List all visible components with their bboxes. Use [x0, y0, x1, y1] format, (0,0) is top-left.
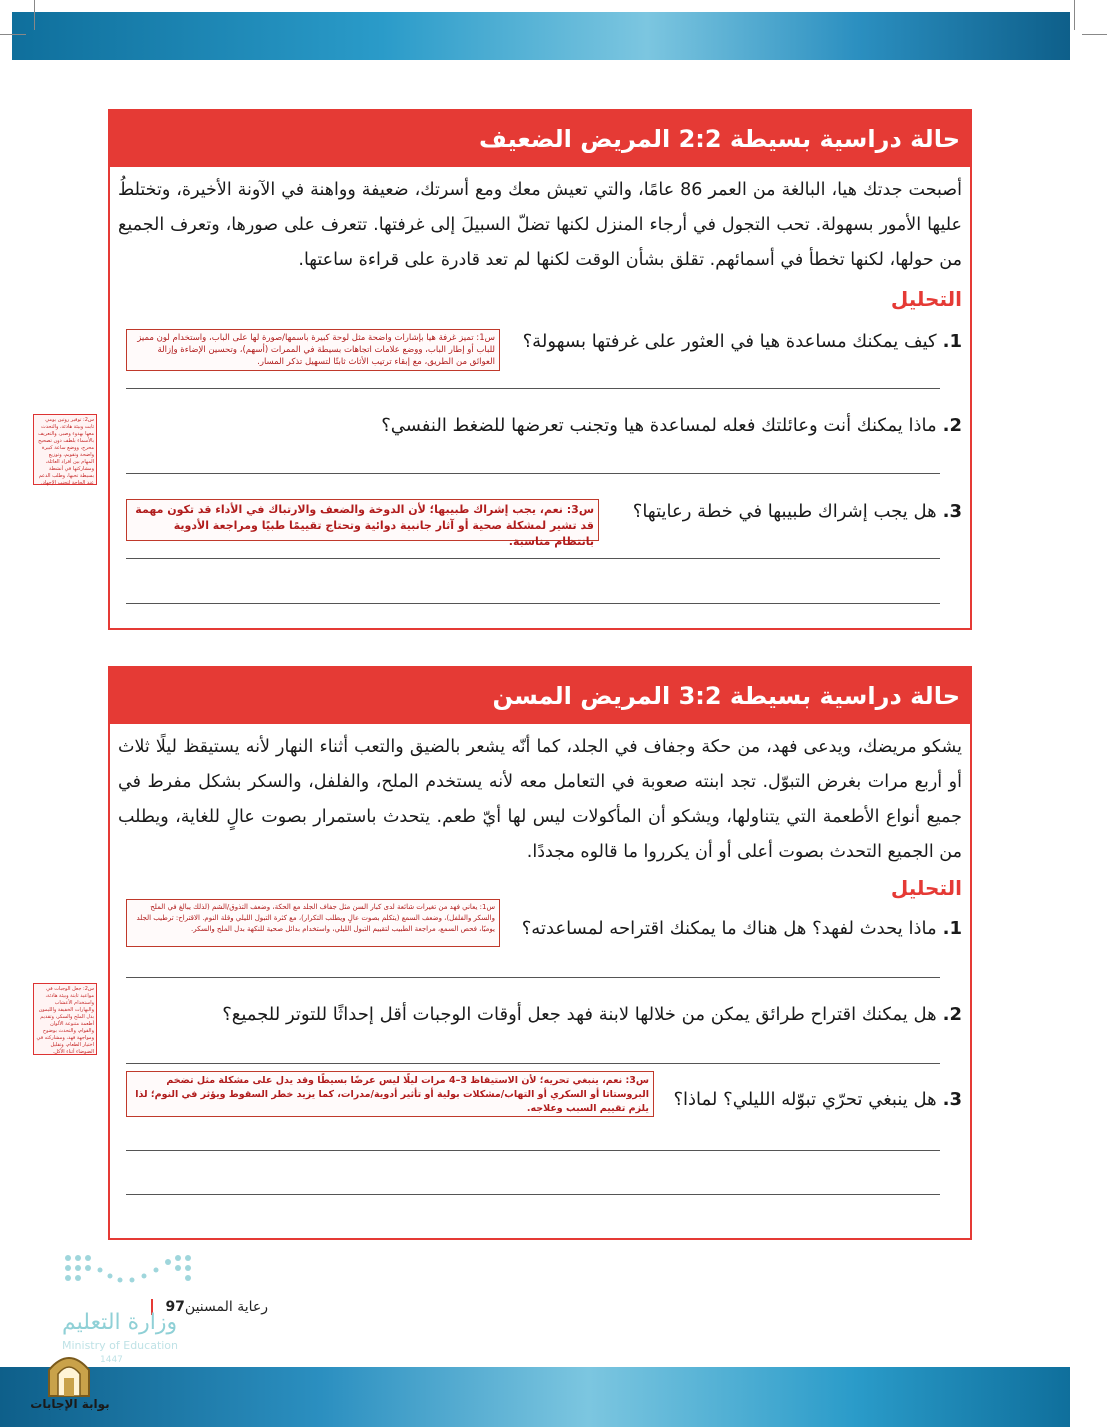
- answer-line[interactable]: [126, 473, 940, 474]
- question-2: [381, 415, 962, 436]
- case-study-weak-patient: [108, 109, 972, 630]
- crop-mark: [0, 34, 26, 35]
- question-number: 2.: [942, 1004, 962, 1025]
- ministry-name-arabic: وزارة التعليم: [62, 1310, 178, 1335]
- crop-mark: [34, 0, 35, 30]
- answer-line[interactable]: [126, 1194, 940, 1195]
- question-number: 3.: [942, 1089, 962, 1110]
- answer-1-box: س1: تميز غرفة هيا بإشارات واضحة مثل لوحة كبيرة باسمها/صورة لها على الباب، واستخدام لون مميز للباب أو إطار الباب، ووضع علامات اتجاهات بسيطة في الممرات (أسهم)، وتحسين الإضاءة وإزالة العوائق من الطريق، مع إبقاء ترتيب الأثاث ثابتًا لتسهيل تذكر المسار.: [126, 329, 500, 371]
- question-number: 3.: [942, 501, 962, 522]
- question-text: كيف يمكنك مساعدة هيا في العثور على غرفتها بسهولة؟: [522, 331, 937, 352]
- case-description: يشكو مريضك، ويدعى فهد، من حكة وجفاف في الجلد، كما أنّه يشعر بالضيق والتعب أثناء النهار لأنه يستيقظ ليلًا ثلاث أو أربع مرات بغرض التبوّل. تجد ابنته صعوبة في التعامل معه لأنه يستخدم الملح، والفلفل، والسكر بشكل مفرط في جميع أنواع الأطعمة التي يتناولها، ويشكو أن المأكولات ليس لها أيّ طعم. يتحدث باستمرار بصوت عالٍ للغاية، ويطلب من الجميع التحدث بصوت أعلى أو أن يكرروا ما قالوه مجددًا.: [118, 737, 962, 862]
- ministry-name-english: Ministry of Education: [62, 1339, 179, 1352]
- question-number: 2.: [942, 415, 962, 436]
- analysis-heading: التحليل: [890, 876, 962, 900]
- answer-line[interactable]: [126, 603, 940, 604]
- case-title: حالة دراسية بسيطة 2:2 المريض الضعيف: [110, 111, 970, 167]
- answer-3-box: س3: نعم، يجب إشراك طبيبها؛ لأن الدوخة والضعف والارتباك في الأداء قد تكون مهمة قد تشير لمشكلة صحية أو آثار جانبية دوائية وتحتاج تقييمًا طبيًا ومراجعة الأدوية بانتظام مناسبة.: [126, 499, 599, 541]
- answer-3-box: س3: نعم، ينبغي تحريه؛ لأن الاستيقاظ 3–4 مرات ليلًا ليس عرضًا بسيطًا وقد يدل على مشكلة مثل تضخم البروستاتا أو السكري أو التهاب/مشكلات بولية أو تأثير أدوية/مدرات، كما يزيد خطر السقوط ويؤثر في النوم؛ لذا يلزم تقييم السبب وعلاجه.: [126, 1071, 654, 1117]
- gate-logo-icon: [44, 1350, 94, 1398]
- question-3: [633, 501, 962, 522]
- crop-mark: [1082, 34, 1107, 35]
- top-decorative-band: [12, 12, 1070, 60]
- question-text: هل ينبغي تحرّي تبوّله الليلي؟ لماذا؟: [673, 1089, 937, 1110]
- section-name: رعاية المسنين: [184, 1299, 268, 1315]
- question-1: [523, 331, 962, 352]
- question-text: هل يجب إشراك طبيبها في خطة رعايتها؟: [632, 501, 937, 522]
- gate-label: بوابة الإجابات: [30, 1397, 110, 1411]
- answer-1-box: س1: يعاني فهد من تغيرات شائعة لدى كبار السن مثل جفاف الجلد مع الحكة، وضعف التذوق/الشم (لذلك يبالغ في الملح والسكر والفلفل)، وضعف السمع (يتكلم بصوت عالٍ ويطلب التكرار)، مع كثرة التبول الليلي وقلة النوم. الاقتراح: ترطيب الجلد يوميًا، فحص السمع، مراجعة الطبيب لتقييم التبول الليلي، واستخدام بدائل صحية للنكهة بدل الملح والسكر.: [126, 899, 500, 947]
- question-1: [522, 918, 962, 939]
- question-2: [222, 1004, 962, 1025]
- analysis-heading: التحليل: [890, 287, 962, 311]
- case-study-elderly-patient: [108, 666, 972, 1240]
- answer-line[interactable]: [126, 977, 940, 978]
- ministry-year: 1447: [100, 1355, 123, 1365]
- question-text: ماذا يحدث لفهد؟ هل هناك ما يمكنك اقتراحه لمساعدته؟: [521, 918, 937, 939]
- case-title: حالة دراسية بسيطة 3:2 المريض المسن: [110, 668, 970, 724]
- crop-mark: [1074, 0, 1075, 30]
- question-3: [673, 1089, 962, 1110]
- ministry-logo-icon: [60, 1250, 200, 1305]
- bottom-decorative-band: [0, 1367, 1070, 1427]
- answer-line[interactable]: [126, 558, 940, 559]
- question-number: 1.: [942, 918, 962, 939]
- side-answer-note: س2: جعل الوجبات في مواعيد ثابتة وبيئة هادئة، واستخدام الأعشاب والبهارات الخفيفة والليمون بدل الملح والسكر، وتقديم أطعمة متنوعة الألوان والقوام، والتحدث بوضوح ومواجهة فهد، ومشاركته في اختيار الطعام، وتقليل الضوضاء أثناء الأكل.: [33, 983, 97, 1055]
- question-text: هل يمكنك اقتراح طرائق يمكن من خلالها لابنة فهد جعل أوقات الوجبات أقل إحداثًا للتوتر للجميع؟: [222, 1004, 937, 1025]
- answer-line[interactable]: [126, 388, 940, 389]
- side-answer-note: س2: توفير روتين يومي ثابت وبيئة هادئة، والتحدث معها بهدوء وصبر، والتعريف بالأسماء بلطف دون تصحيح محرج، ووضع ساعة كبيرة واضحة وتقويم، وتوزيع المهام بين أفراد العائلة، ومشاركتها في أنشطة بسيطة تحبها، وطلب الدعم عند الحاجة لتجنب الإجهاد.: [33, 414, 97, 485]
- answer-line[interactable]: [126, 1063, 940, 1064]
- answer-line[interactable]: [126, 1150, 940, 1151]
- page-number: 97: [165, 1299, 185, 1315]
- case-description: أصبحت جدتك هيا، البالغة من العمر 86 عامًا، والتي تعيش معك ومع أسرتك، ضعيفة وواهنة في الآونة الأخيرة، وتختلطُ عليها الأمور بسهولة. تحب التجول في أرجاء المنزل لكنها تضلّ السبيلَ إلى غرفتها. تتعرف على صورها، وتعرف الجميع من حولها، لكنها تخطأ في أسمائهم. تقلق بشأن الوقت لكنها لم تعد قادرة على قراءة ساعتها.: [118, 180, 963, 270]
- question-text: ماذا يمكنك أنت وعائلتك فعله لمساعدة هيا وتجنب تعرضها للضغط النفسي؟: [381, 415, 937, 436]
- question-number: 1.: [942, 331, 962, 352]
